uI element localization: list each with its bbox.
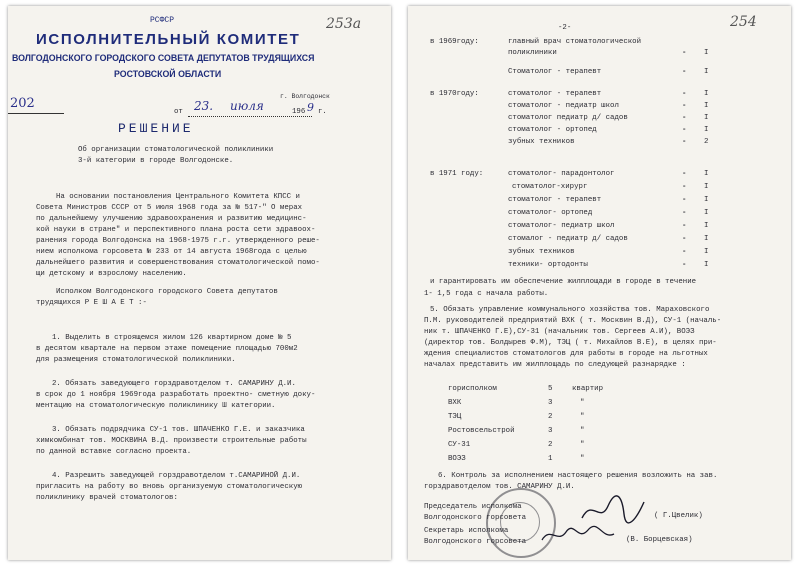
date-day: 23. bbox=[194, 99, 214, 113]
position-count: I bbox=[704, 196, 709, 204]
secretary-title: Секретарь исполкома bbox=[424, 527, 509, 535]
position-name: стоматолог педиатр д/ садов bbox=[508, 114, 628, 122]
position-name: стомалог - педиатр д/ садов bbox=[508, 235, 628, 243]
chair-name: ( Г.Цвелик) bbox=[654, 512, 703, 520]
republic-label: РСФСР bbox=[150, 16, 175, 25]
position-name: Стоматолог - терапевт bbox=[508, 68, 602, 76]
preamble-line: нием исполкома горсовета № 233 от 14 августа 1968года с целью bbox=[36, 248, 307, 256]
handwritten-corner-number: 253а bbox=[326, 16, 362, 32]
allocation-count: 1 bbox=[548, 455, 553, 463]
preamble-line: На основании постановления Центрального Комитета КПСС и bbox=[56, 193, 300, 201]
preamble-line: дальнейшего развития и совершенствования стоматологической помо- bbox=[36, 259, 320, 267]
position-count: I bbox=[704, 126, 709, 134]
allocation-org: СУ-31 bbox=[448, 441, 471, 449]
count-dash: - bbox=[682, 90, 687, 98]
position-name: стоматолог - терапевт bbox=[508, 90, 602, 98]
allocation-unit: " bbox=[580, 413, 585, 421]
count-dash: - bbox=[682, 49, 687, 57]
item-2-line: ментацию на стоматологическую поликлинику Ш категории. bbox=[36, 402, 276, 410]
item-3-line: 3. Обязать подрядчика СУ-1 тов. ШПАЧЕНКО Г.Е. и заказчика bbox=[52, 426, 305, 434]
position-count: I bbox=[704, 49, 709, 57]
position-name: стоматолог - ортопед bbox=[508, 126, 597, 134]
allocation-org: ВХК bbox=[448, 399, 462, 407]
item-6-line: горздравотделом тов. САМАРИНУ Д.И. bbox=[424, 483, 575, 491]
position-count: I bbox=[704, 90, 709, 98]
date-suffix: г. bbox=[318, 108, 327, 116]
allocation-unit: " bbox=[580, 455, 585, 463]
item-1-line: для размещения стоматологической поликлиники. bbox=[36, 356, 236, 364]
allocation-org: ТЭЦ bbox=[448, 413, 462, 421]
preamble-line: ранения города Волгодонска на 1968-1975 г.г. утвержденного реше- bbox=[36, 237, 320, 245]
count-dash: - bbox=[682, 138, 687, 146]
position-count: I bbox=[704, 102, 709, 110]
subject-line-1: Об организации стоматологической поликлиники bbox=[78, 146, 274, 154]
position-count: I bbox=[704, 68, 709, 76]
position-count: I bbox=[704, 183, 709, 191]
position-count: I bbox=[704, 222, 709, 230]
preamble-line: по дальнейшему улучшению здравоохранения и развитию медицинс- bbox=[36, 215, 307, 223]
position-name: стоматолог - терапевт bbox=[508, 196, 602, 204]
count-dash: - bbox=[682, 68, 687, 76]
item-4-line: поликлинику врачей стоматологов: bbox=[36, 494, 178, 502]
item-5-line: (директор тов. Болдырев Ф.М), ТЭЦ ( т. Михайлов В.Е), в целях при- bbox=[424, 339, 717, 347]
position-name: стоматолог-хирург bbox=[512, 183, 588, 191]
secretary-signature bbox=[538, 522, 618, 548]
position-count: I bbox=[704, 248, 709, 256]
allocation-org: горисполком bbox=[448, 385, 497, 393]
allocation-count: 5 bbox=[548, 385, 553, 393]
count-dash: - bbox=[682, 261, 687, 269]
count-dash: - bbox=[682, 235, 687, 243]
position-name: стоматолог- педиатр школ bbox=[508, 222, 615, 230]
document-page-2 bbox=[408, 6, 791, 560]
preamble-line: кой науки в стране" и перспективного плана роста сети здравоох- bbox=[36, 226, 316, 234]
chair-title: Председатель исполкома bbox=[424, 503, 522, 511]
committee-heading: ИСПОЛНИТЕЛЬНЫЙ КОМИТЕТ bbox=[36, 31, 301, 48]
preamble-line: щи детскому и взрослому населению. bbox=[36, 270, 187, 278]
number-underline bbox=[8, 113, 64, 114]
count-dash: - bbox=[682, 102, 687, 110]
date-prefix: от bbox=[174, 108, 183, 116]
count-dash: - bbox=[682, 196, 687, 204]
count-dash: - bbox=[682, 170, 687, 178]
allocation-unit: " bbox=[580, 441, 585, 449]
count-dash: - bbox=[682, 126, 687, 134]
count-dash: - bbox=[682, 183, 687, 191]
position-count: I bbox=[704, 209, 709, 217]
year-label-1971: в 1971 году: bbox=[430, 170, 484, 178]
count-dash: - bbox=[682, 114, 687, 122]
council-heading: ВОЛГОДОНСКОГО ГОРОДСКОГО СОВЕТА ДЕПУТАТОВ ТРУДЯЩИХСЯ bbox=[12, 53, 315, 63]
item-5-line: началах представить им жилплощадь по следующей разнарядке : bbox=[424, 361, 686, 369]
preamble-line: Исполком Волгодонского городского Совета депутатов bbox=[56, 288, 278, 296]
position-count: I bbox=[704, 170, 709, 178]
guarantee-line: и гарантировать им обеспечение жилплощади в городе в течение bbox=[430, 278, 697, 286]
item-1-line: в десятом квартале на первом этаже помещение площадью 700м2 bbox=[36, 345, 298, 353]
handwritten-decision-number: 202 bbox=[10, 96, 35, 111]
allocation-org: ВОЭЗ bbox=[448, 455, 466, 463]
item-5-line: ждения специалистов стоматологов для работы в городе на льготных bbox=[424, 350, 708, 358]
page-number: -2- bbox=[558, 24, 572, 32]
handwritten-corner-number: 254 bbox=[730, 14, 757, 30]
guarantee-line: 1- 1,5 года с начала работы. bbox=[424, 290, 549, 298]
item-5-line: П.М. руководителей предприятий ВХК ( т. Москвин В.Д), СУ-1 (началь- bbox=[424, 317, 722, 325]
year-label-1969: в 1969году: bbox=[430, 38, 479, 46]
item-6-line: 6. Контроль за исполнением настоящего решения возложить на зав. bbox=[438, 472, 718, 480]
allocation-count: 3 bbox=[548, 399, 553, 407]
position-name: главный врач стоматологической bbox=[508, 38, 642, 46]
decision-title: РЕШЕНИЕ bbox=[118, 121, 194, 136]
allocation-unit: " bbox=[580, 399, 585, 407]
position-name: зубных техников bbox=[508, 248, 575, 256]
item-4-line: 4. Разрешить заведующей горздравотделом т.САМАРИНОЙ Д.И. bbox=[52, 472, 301, 480]
item-3-line: химкомбинат тов. МОСКВИНА В.Д. произвести строительные работы bbox=[36, 437, 307, 445]
document-page-1 bbox=[8, 6, 391, 560]
position-count: 2 bbox=[704, 138, 709, 146]
secretary-name: (В. Борцевская) bbox=[626, 536, 693, 544]
secretary-title: Волгодонского горсовета bbox=[424, 538, 527, 546]
city-label: г. Волгодонск bbox=[280, 93, 330, 100]
count-dash: - bbox=[682, 209, 687, 217]
position-name: поликлиники bbox=[508, 49, 557, 57]
position-name: стоматолог- парадонтолог bbox=[508, 170, 615, 178]
allocation-unit: квартир bbox=[572, 385, 604, 393]
chair-title: Волгодонского горсовета bbox=[424, 514, 527, 522]
allocation-count: 2 bbox=[548, 441, 553, 449]
position-count: I bbox=[704, 114, 709, 122]
position-name: стоматолог- ортопед bbox=[508, 209, 593, 217]
region-heading: РОСТОВСКОЙ ОБЛАСТИ bbox=[114, 69, 222, 79]
preamble-line: трудящихся Р Е Ш А Е Т :- bbox=[36, 299, 147, 307]
item-5-line: ник т. ШПАЧЕНКО Г.Е),СУ-31 (начальник тов. Сергеев А.И), ВОЭЗ bbox=[424, 328, 695, 336]
date-year-prefix: 196 bbox=[292, 108, 306, 116]
allocation-count: 2 bbox=[548, 413, 553, 421]
item-1-line: 1. Выделить в строящемся жилом 126 квартирном доме № 5 bbox=[52, 334, 292, 342]
allocation-count: 3 bbox=[548, 427, 553, 435]
position-name: зубных техников bbox=[508, 138, 575, 146]
allocation-unit: " bbox=[580, 427, 585, 435]
item-5-line: 5. Обязать управление коммунального хозяйства тов. Мараховского bbox=[430, 306, 710, 314]
item-2-line: 2. Обязать заведующего горздравотделом т. САМАРИНУ Д.И. bbox=[52, 380, 296, 388]
item-4-line: пригласить на работу во вновь организуемую стоматологическую bbox=[36, 483, 303, 491]
date-month: июля bbox=[230, 99, 264, 113]
allocation-org: Ростовсельстрой bbox=[448, 427, 515, 435]
position-count: I bbox=[704, 235, 709, 243]
item-2-line: в срок до 1 ноября 1969года разработать проектно- сметную доку- bbox=[36, 391, 316, 399]
position-name: техники- ортодонты bbox=[508, 261, 588, 269]
year-label-1970: в 1970году: bbox=[430, 90, 479, 98]
preamble-line: Совета Министров СССР от 5 июля 1968 года за № 517-" О мерах bbox=[36, 204, 303, 212]
item-3-line: по данной вставке согласно проекта. bbox=[36, 448, 192, 456]
position-name: стоматолог - педиатр школ bbox=[508, 102, 619, 110]
count-dash: - bbox=[682, 248, 687, 256]
date-year-digit: 9 bbox=[307, 101, 314, 114]
subject-line-2: 3-й категории в городе Волгодонске. bbox=[78, 157, 234, 165]
position-count: I bbox=[704, 261, 709, 269]
count-dash: - bbox=[682, 222, 687, 230]
